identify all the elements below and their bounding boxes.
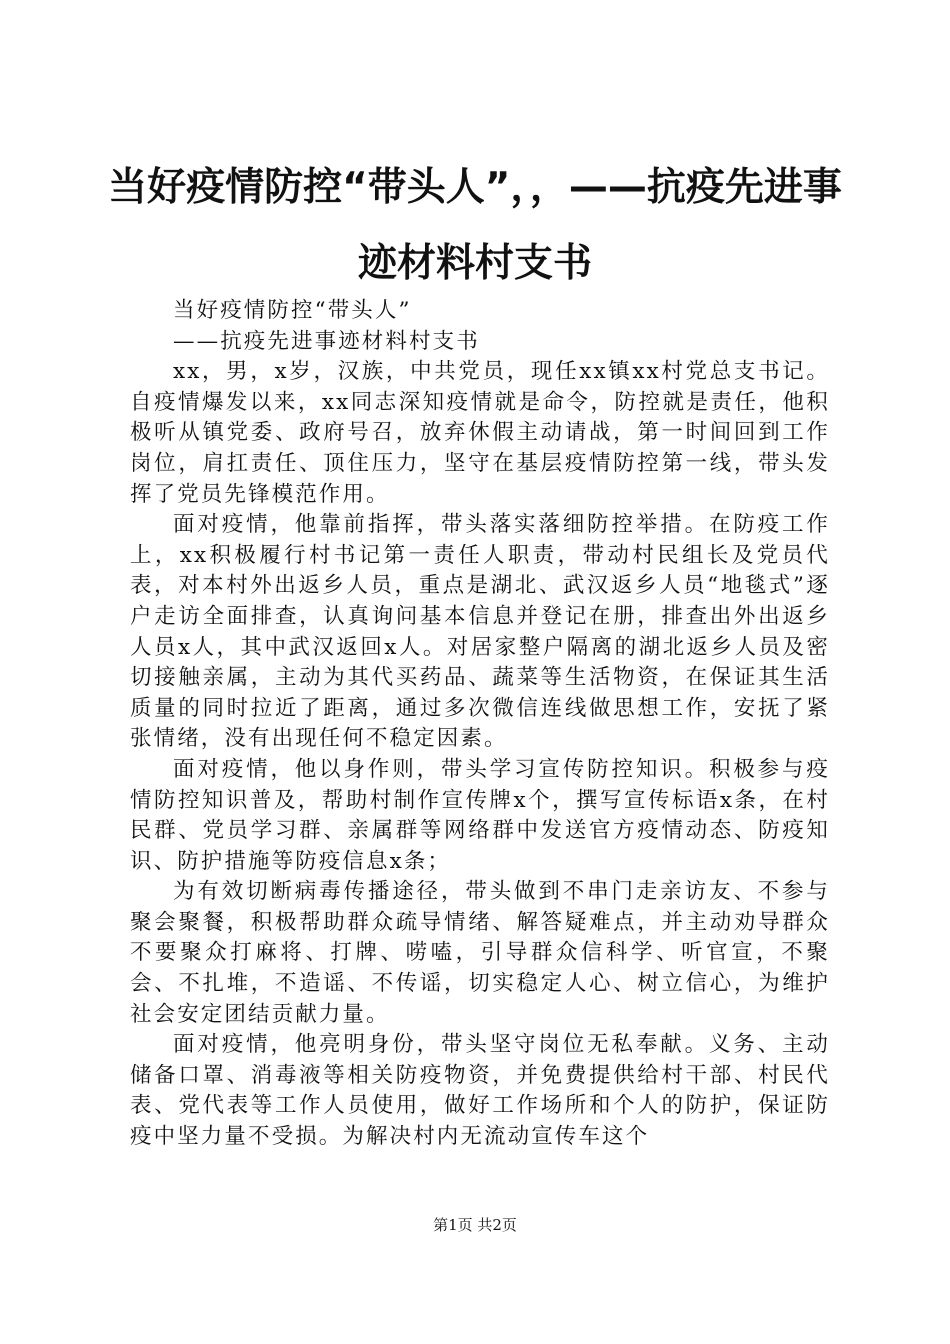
- body-paragraph: 为有效切断病毒传播途径，带头做到不串门走亲访友、不参与聚会聚餐，积极帮助群众疏导情绪、解答疑难点，并主动劝导群众不要聚众打麻将、打牌、唠嗑，引导群众信科学、听官宣，不聚会、不扎堆，不造谣、不传谣，切实稳定人心、树立信心，为维护社会安定团结贡献力量。: [130, 879, 830, 1027]
- subtitle-line: ——抗疫先进事迹材料村支书: [173, 328, 480, 354]
- body-paragraph: 面对疫情，他以身作则，带头学习宣传防控知识。积极参与疫情防控知识普及，帮助村制作宣传牌x个，撰写宣传标语x条，在村民群、党员学习群、亲属群等网络群中发送官方疫情动态、防疫知识、防护措施等防疫信息x条；: [130, 756, 830, 874]
- document-title: 当好疫情防控“带头人”，，——抗疫先进事迹材料村支书: [108, 165, 842, 286]
- subtitle-line: 当好疫情防控“带头人”: [173, 298, 412, 323]
- body-paragraph: xx，男，x岁，汉族，中共党员，现任xx镇xx村党总支书记。自疫情爆发以来，xx同志深知疫情就是命令，防控就是责任，他积极听从镇党委、政府号召，放弃休假主动请战，第一时间回到工作岗位，肩扛责任、顶住压力，坚守在基层疫情防控第一线，带头发挥了党员先锋模范作用。: [130, 359, 830, 507]
- page-number-footer: 第1页 共2页: [433, 1216, 517, 1234]
- body-paragraph: 面对疫情，他亮明身份，带头坚守岗位无私奉献。义务、主动储备口罩、消毒液等相关防疫物资，并免费提供给村干部、村民代表、党代表等工作人员使用，做好工作场所和个人的防护，保证防疫中坚力量不受损。为解决村内无流动宣传车这个: [130, 1032, 830, 1150]
- document-body: [130, 296, 830, 1153]
- body-paragraph: 面对疫情，他靠前指挥，带头落实落细防控举措。在防疫工作上，xx积极履行村书记第一责任人职责，带动村民组长及党员代表，对本村外出返乡人员，重点是湖北、武汉返乡人员“地毯式”逐户走访全面排查，认真询问基本信息并登记在册，排查出外出返乡人员x人，其中武汉返回x人。对居家整户隔离的湖北返乡人员及密切接触亲属，主动为其代买药品、蔬菜等生活物资，在保证其生活质量的同时拉近了距离，通过多次微信连线做思想工作，安抚了紧张情绪，没有出现任何不稳定因素。: [130, 512, 830, 752]
